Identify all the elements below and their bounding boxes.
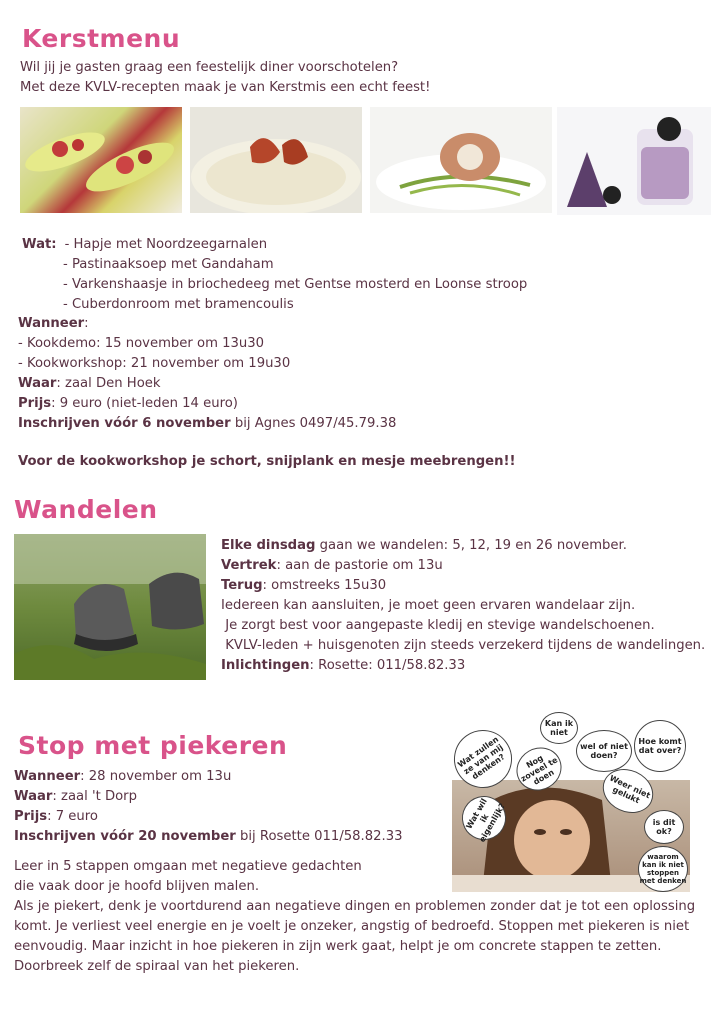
menu-item: - Pastinaaksoep met Gandaham: [63, 257, 274, 272]
inschrijven-label: Inschrijven vóór 20 november: [14, 829, 236, 844]
piekeren-paragraph-line: eenvoudig. Maar inzicht in hoe piekeren in zijn werk gaat, helpt je om concrete stappen te zetten.: [14, 939, 662, 954]
shrimp-appetizer-image: [20, 107, 182, 213]
vertrek-value: : aan de pastorie om 13u: [276, 558, 443, 573]
prijs-label: Prijs: [14, 809, 48, 824]
piekeren-paragraph-line: Als je piekert, denk je voortdurend aan negatieve dingen en problemen zonder dat je tot een oplossing: [14, 899, 696, 914]
thought-bubble: Hoe komt dat over?: [634, 720, 686, 772]
piekeren-paragraph-line: die vaak door je hoofd blijven malen.: [14, 879, 260, 894]
wanneer-label: Wanneer: [14, 769, 81, 784]
thought-bubble: Nog zoveel te doen: [509, 739, 570, 798]
dinsdag-value: gaan we wandelen: 5, 12, 19 en 26 november.: [315, 538, 627, 553]
parsnip-soup-image-drawing: [190, 107, 362, 213]
wanneer-colon: :: [84, 316, 89, 331]
kerst-intro-line: Met deze KVLV-recepten maak je van Kerstmis een echt feest!: [20, 80, 431, 95]
kerst-info: [18, 314, 516, 472]
vertrek-label: Vertrek: [221, 558, 277, 573]
thought-bubble: waarom kan ik niet stoppen met denken: [638, 846, 688, 892]
terug-value: : omstreeks 15u30: [262, 578, 387, 593]
prijs-value: : 9 euro (niet-leden 14 euro): [51, 396, 238, 411]
wanneer-label: Wanneer: [18, 316, 85, 331]
menu-item: - Cuberdonroom met bramencoulis: [63, 297, 294, 312]
piekeren-paragraph-line: komt. Je verliest veel energie en je voelt je onzeker, angstig of bedroefd. Stoppen met piekeren is niet: [14, 919, 690, 934]
waar-value: : zaal 't Dorp: [52, 789, 137, 804]
menu-item: - Varkenshaasje in briochedeeg met Gentse mosterd en Loonse stroop: [63, 277, 528, 292]
hiking-shoes-image-drawing: [14, 534, 206, 680]
shrimp-appetizer-image-drawing: [20, 107, 182, 213]
terug-label: Terug: [221, 578, 263, 593]
thought-bubble: Kan ik niet: [540, 712, 578, 744]
wanneer-value: : 28 november om 13u: [80, 769, 232, 784]
wandelen-text: Iedereen kan aansluiten, je moet geen ervaren wandelaar zijn.: [221, 598, 636, 613]
wandelen-text: Je zorgt best voor aangepaste kledij en stevige wandelschoenen.: [221, 618, 655, 633]
parsnip-soup-image: [190, 107, 362, 213]
wandelen-details: [221, 536, 705, 676]
pork-tenderloin-image-drawing: [370, 107, 552, 213]
wandelen-text: KVLV-leden + huisgenoten zijn steeds verzekerd tijdens de wandelingen.: [221, 638, 706, 653]
cuberdon-dessert-image-drawing: [557, 107, 711, 215]
wanneer-item: - Kookdemo: 15 november om 13u30: [18, 336, 265, 351]
thought-bubble: Wat wil ik eigenlijk?: [454, 788, 514, 848]
waar-label: Waar: [14, 789, 53, 804]
inschrijven-value: bij Agnes 0497/45.79.38: [230, 416, 397, 431]
kerst-intro-line: Wil jij je gasten graag een feestelijk diner voorschotelen?: [20, 60, 399, 75]
info-label: Inlichtingen: [221, 658, 310, 673]
thought-bubble: wel of niet doen?: [576, 730, 632, 772]
wandelen-title: Wandelen: [14, 495, 158, 524]
kerst-intro: [20, 58, 430, 98]
kerstmenu-title: Kerstmenu: [22, 24, 181, 53]
thought-bubble: Weer niet gelukt: [596, 761, 661, 821]
prijs-label: Prijs: [18, 396, 52, 411]
cuberdon-dessert-image: [557, 107, 711, 215]
wanneer-item: - Kookworkshop: 21 november om 19u30: [18, 356, 291, 371]
waar-value: : zaal Den Hoek: [56, 376, 161, 391]
info-value: : Rosette: 011/58.82.33: [309, 658, 466, 673]
inschrijven-value: bij Rosette 011/58.82.33: [235, 829, 403, 844]
piekeren-paragraph-line: Leer in 5 stappen omgaan met negatieve gedachten: [14, 859, 362, 874]
pork-tenderloin-image: [370, 107, 552, 213]
dinsdag-label: Elke dinsdag: [221, 538, 316, 553]
menu-item: - Hapje met Noordzeegarnalen: [64, 237, 268, 252]
wat-label: Wat:: [22, 237, 57, 252]
piekeren-title: Stop met piekeren: [18, 731, 288, 760]
thought-bubble: is dit ok?: [644, 810, 684, 844]
kerst-details: [22, 235, 527, 315]
waar-label: Waar: [18, 376, 57, 391]
piekeren-details: [14, 767, 403, 847]
kerst-note: Voor de kookworkshop je schort, snijplank en mesje meebrengen!!: [18, 454, 516, 469]
piekeren-paragraph-line: Doorbreek zelf de spiraal van het piekeren.: [14, 959, 300, 974]
inschrijven-label: Inschrijven vóór 6 november: [18, 416, 231, 431]
thought-bubble: Wat zullen ze van mij denken?: [452, 719, 523, 800]
piekeren-description: [14, 857, 695, 977]
hiking-shoes-image: [14, 534, 206, 680]
prijs-value: : 7 euro: [47, 809, 98, 824]
